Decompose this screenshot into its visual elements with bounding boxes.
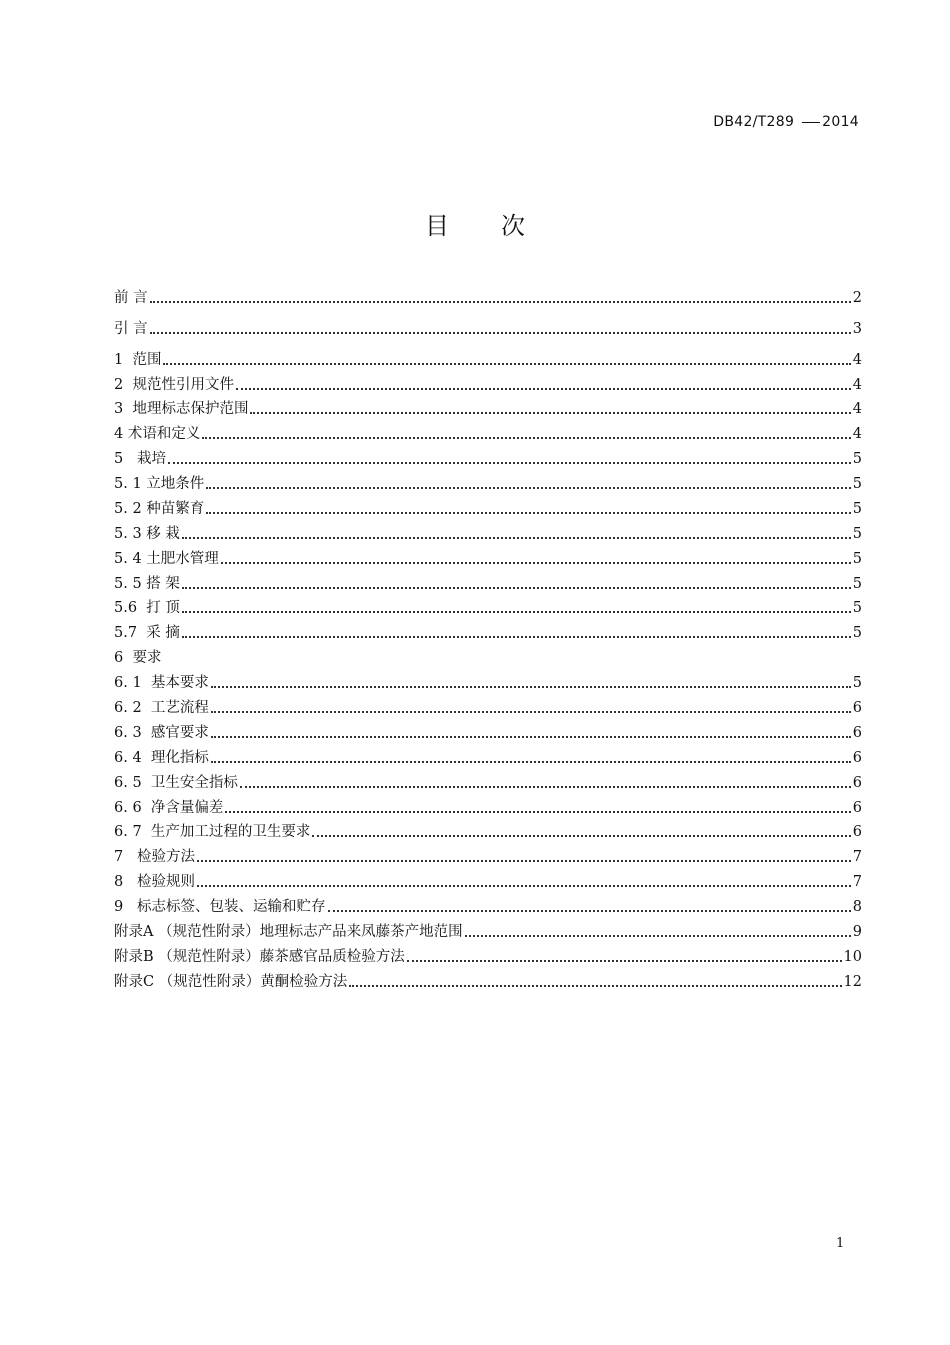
toc-entry-page: 5 [852, 625, 862, 641]
toc-entry-label: 6. 5 卫生安全指标 [114, 775, 238, 791]
toc-leader-dots [197, 860, 851, 862]
toc-title-char-1: 目 [425, 212, 449, 240]
toc-entry-4[interactable] [114, 423, 862, 445]
toc-entry-page: 6 [852, 700, 862, 716]
document-code-dash [802, 122, 820, 123]
toc-entry-label: 3 地理标志保护范围 [114, 401, 249, 417]
toc-leader-dots [163, 363, 850, 365]
toc-leader-dots [206, 487, 850, 489]
toc-entry-page: 5 [852, 451, 862, 467]
toc-entry-label: 5 栽培 [114, 451, 167, 467]
toc-leader-dots [465, 935, 851, 937]
toc-entry-label: 7 检验方法 [114, 849, 196, 865]
toc-entry-appendix-c[interactable] [114, 971, 862, 993]
toc-entry-6[interactable] [114, 647, 862, 669]
toc-entry-label: 5. 3 移 栽 [114, 526, 180, 542]
toc-title-char-2: 次 [501, 212, 525, 240]
toc-entry-page: 4 [852, 352, 862, 368]
toc-entry-label: 6. 4 理化指标 [114, 750, 209, 766]
toc-entry-page: 6 [852, 775, 862, 791]
toc-entry-page: 10 [843, 949, 862, 965]
toc-entry-6-1[interactable] [114, 672, 862, 694]
toc-entry-page: 8 [852, 899, 862, 915]
toc-leader-dots [168, 462, 851, 464]
toc-entry-label: 6. 2 工艺流程 [114, 700, 209, 716]
toc-entry-label: 5. 2 种苗繁育 [114, 501, 205, 517]
toc-leader-dots [150, 332, 851, 334]
toc-entry-7[interactable] [114, 846, 862, 868]
toc-leader-dots [197, 885, 851, 887]
toc-entry-page: 5 [852, 476, 862, 492]
toc-entry-5-1[interactable] [114, 473, 862, 495]
toc-entry-label: 5. 4 土肥水管理 [114, 551, 219, 567]
toc-entry-label: 9 标志标签、包装、运输和贮存 [114, 899, 326, 915]
toc-entry-page: 6 [852, 800, 862, 816]
toc-entry-6-3[interactable] [114, 722, 862, 744]
toc-entry-label: 6. 3 感官要求 [114, 725, 209, 741]
toc-entry-label: 6 要求 [114, 650, 162, 666]
toc-leader-dots [202, 437, 850, 439]
toc-leader-dots [240, 786, 851, 788]
toc-entry-appendix-b[interactable] [114, 946, 862, 968]
toc-entry-label: 6. 7 生产加工过程的卫生要求 [114, 824, 311, 840]
toc-entry-label: 1 范围 [114, 352, 162, 368]
toc-entry-page: 4 [852, 401, 862, 417]
toc-entry-page: 5 [852, 600, 862, 616]
toc-entry-label: 6. 1 基本要求 [114, 675, 209, 691]
toc-entry-label: 引 言 [114, 321, 148, 337]
toc-leader-dots [211, 761, 851, 763]
toc-entry-6-5[interactable] [114, 772, 862, 794]
toc-entry-page: 5 [852, 501, 862, 517]
toc-entry-5[interactable] [114, 448, 862, 470]
toc-leader-dots [211, 736, 851, 738]
toc-entry-page: 6 [852, 725, 862, 741]
toc-entry-1[interactable] [114, 349, 862, 371]
toc-entry-page: 5 [852, 576, 862, 592]
toc-leader-dots [221, 562, 851, 564]
toc-entry-5-3[interactable] [114, 523, 862, 545]
toc-entry-label: 5. 5 搭 架 [114, 576, 180, 592]
toc-entry-5-7[interactable] [114, 622, 862, 644]
toc-entry-appendix-a[interactable] [114, 921, 862, 943]
toc-entry-label: 前 言 [114, 290, 148, 306]
toc-leader-dots [312, 835, 850, 837]
toc-entry-label: 6. 6 净含量偏差 [114, 800, 224, 816]
toc-entry-page: 3 [852, 321, 862, 337]
toc-entry-9[interactable] [114, 896, 862, 918]
toc-entry-page: 7 [852, 874, 862, 890]
toc-leader-dots [182, 587, 851, 589]
toc-leader-dots [349, 985, 841, 987]
toc-entry-introduction[interactable] [114, 318, 862, 340]
toc-entry-page: 5 [852, 551, 862, 567]
toc-entry-5-6[interactable] [114, 597, 862, 619]
toc-entry-page: 4 [852, 426, 862, 442]
toc-leader-dots [225, 811, 850, 813]
toc-leader-dots [150, 301, 851, 303]
toc-entry-page: 7 [852, 849, 862, 865]
toc-entry-label: 5. 1 立地条件 [114, 476, 205, 492]
page-number: 1 [836, 1236, 845, 1251]
toc-entry-5-4[interactable] [114, 548, 862, 570]
toc-leader-dots [211, 686, 851, 688]
toc-entry-6-6[interactable] [114, 797, 862, 819]
toc-leader-dots [211, 711, 851, 713]
document-code-year: 2014 [822, 114, 859, 130]
toc-entry-label: 5.6 打 顶 [114, 600, 180, 616]
toc-entry-label: 8 检验规则 [114, 874, 196, 890]
toc-entry-page: 5 [852, 526, 862, 542]
document-code [713, 114, 859, 130]
toc-title [0, 206, 950, 241]
toc-entry-3[interactable] [114, 398, 862, 420]
document-code-number: DB42/T289 [713, 114, 795, 130]
toc-leader-dots [328, 910, 851, 912]
toc-entry-page: 2 [852, 290, 862, 306]
toc-entry-6-7[interactable] [114, 821, 862, 843]
toc-entry-label: 2 规范性引用文件 [114, 377, 234, 393]
toc-entry-page: 6 [852, 824, 862, 840]
toc-entry-5-5[interactable] [114, 573, 862, 595]
toc-entry-label: 4 术语和定义 [114, 426, 201, 442]
toc-entry-8[interactable] [114, 871, 862, 893]
toc-leader-dots [182, 537, 851, 539]
toc-entry-page: 6 [852, 750, 862, 766]
toc-leader-dots [236, 388, 851, 390]
toc-entry-label: 附录C （规范性附录）黄酮检验方法 [114, 974, 348, 990]
toc-entry-label: 附录B （规范性附录）藤茶感官品质检验方法 [114, 949, 405, 965]
toc-entry-page: 9 [852, 924, 862, 940]
toc-entry-6-4[interactable] [114, 747, 862, 769]
toc-entry-6-2[interactable] [114, 697, 862, 719]
toc-entry-label: 附录A （规范性附录）地理标志产品来凤藤茶产地范围 [114, 924, 463, 940]
toc-leader-dots [182, 636, 851, 638]
toc-entry-preface[interactable] [114, 287, 862, 309]
toc-entry-page: 12 [843, 974, 862, 990]
toc-leader-dots [250, 412, 850, 414]
toc-entry-label: 5.7 采 摘 [114, 625, 180, 641]
toc-entry-2[interactable] [114, 374, 862, 396]
toc-entry-5-2[interactable] [114, 498, 862, 520]
toc-leader-dots [407, 960, 842, 962]
toc-entry-page: 4 [852, 377, 862, 393]
toc-entry-page: 5 [852, 675, 862, 691]
toc-leader-dots [182, 611, 851, 613]
toc-leader-dots [206, 512, 850, 514]
